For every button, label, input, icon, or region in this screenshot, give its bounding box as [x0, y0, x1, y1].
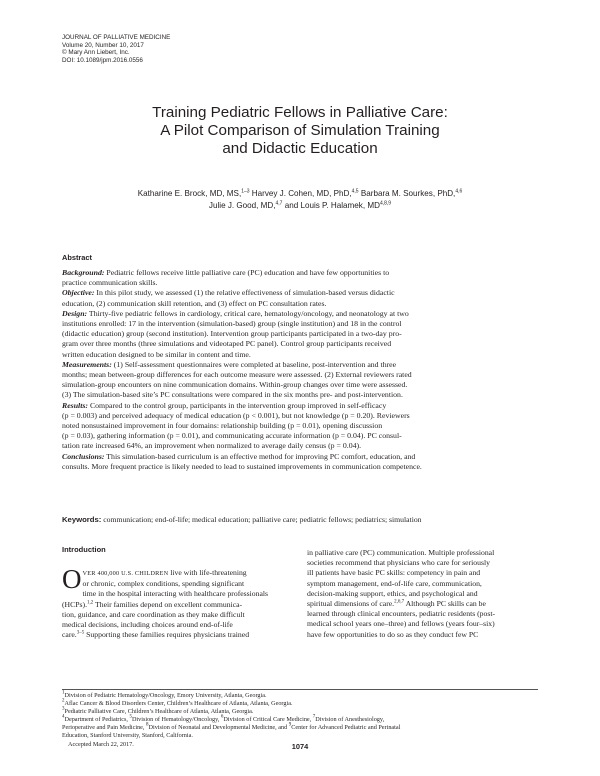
abstract-heading: Abstract: [62, 253, 92, 262]
affiliation-footnotes: [62, 692, 538, 749]
abstract-label: Background:: [62, 268, 105, 277]
author-line: [60, 200, 540, 212]
footnote: $^1$Division of Pediatric Hematology/Oncology, Emory University, Atlanta, Georgia.: [62, 690, 267, 699]
journal-volume: Volume 20, Number 10, 2017: [62, 41, 144, 49]
accepted-date: Accepted March 22, 2017.: [68, 740, 134, 748]
author-name: and Louis P. Halamek, MD: [282, 200, 380, 210]
footnote: Education, Stanford University, Stanford, California.: [62, 732, 193, 740]
copyright-line: © Mary Ann Liebert, Inc.: [62, 49, 130, 57]
author-name: Katharine E. Brock, MD, MS,: [137, 189, 242, 198]
citation: 3–5: [76, 630, 85, 636]
abstract-label: Objective:: [62, 288, 95, 298]
drop-cap: O: [62, 564, 82, 594]
article-title: [60, 104, 540, 157]
title-line: and Didactic Education: [222, 139, 378, 157]
abstract-label: Conclusions:: [62, 451, 105, 461]
title-line: Training Pediatric Fellows in Palliative Care:: [152, 104, 448, 121]
citation: 1,2: [87, 600, 94, 606]
introduction-left-column: O VER 400,000 U.S. CHILDREN live with life-threatening or chronic, complex conditions, spending significant time in the hospital interacting with healthcare professionals (HCPs).$^{1,2}$ Their families depend on excellent communica- tion, guidance, and care coordination as they make difficult medical decisions, including choices around end-of-life care.$^{3-5}$ Supporting these families requires physicians trained: [62, 564, 269, 640]
abstract-objective: Objective: In this pilot study, we assessed (1) the relative effectiveness of simulation-based versus didactic education, (2) communication skill retention, and (3) effect on PC consultation rates.: [62, 288, 395, 308]
abstract-design: Design: Thirty-five pediatric fellows in cardiology, critical care, hematology/oncology, and neonatology at two institutions enrolled: 17 in the intervention (simulation-based) group (single institution) and 18 in the control (didactic education) group (second institution). Intervention group participants participated in a two-day pro- gram over three months (three simulations and videotaped PC panel). Control group participants received written education designed to be similar in content and time.: [62, 308, 409, 359]
author-name: Barbara M. Sourkes, PhD,: [358, 189, 456, 198]
citation: 2,6,7: [394, 599, 405, 605]
author-affiliation: 4,6: [455, 188, 463, 195]
page-number: 1074: [291, 742, 309, 751]
abstract-label: Results:: [62, 400, 88, 410]
author-affiliation: 4,7: [275, 200, 283, 207]
author-line: [60, 188, 540, 200]
lead-small-caps: VER 400,000 U.S. CHILDREN: [82, 570, 169, 577]
abstract-background: Background: Pediatric fellows receive little palliative care (PC) education and have few opportunities to practice communication skills.: [62, 268, 390, 288]
abstract-results: Results: Compared to the control group, participants in the intervention group improved in self-efficacy (p = 0.003) and perceived adequacy of medical education (p < 0.001), but not knowledge (p = 0.20). Reviewers noted nonsustained improvement in four domains: relationship building (p = 0.01), opening discussion (p = 0.03), gathering information (p = 0.01), and communicating accurate information (p = 0.04). PC consul- tation rate increased 64%, an improvement when normalized to average daily census (p = 0.04).: [62, 400, 410, 451]
doi-line: DOI: 10.1089/jpm.2016.0556: [62, 56, 143, 64]
author-name: Julie J. Good, MD,: [208, 200, 276, 210]
keywords: [62, 515, 538, 525]
author-affiliation: 4,8,9: [379, 200, 392, 207]
introduction-heading: Introduction: [62, 545, 106, 554]
abstract-label: Measurements:: [62, 359, 112, 369]
abstract-label: Design:: [62, 308, 88, 318]
journal-header: [62, 34, 170, 64]
footnote: $^4$Department of Pediatrics, $^5$Division of Hematology/Oncology, $^6$Division of Critical Care Medicine, $^7$Division of Anesthesiology,: [62, 714, 385, 724]
title-line: A Pilot Comparison of Simulation Training: [160, 121, 440, 139]
introduction-right-column: in palliative care (PC) communication. Multiple professional societies recommend that physicians who care for seriously ill patients have basic PC skills: competency in pain and symptom management, end-of-life care, communication, decision-making support, ethics, and psychological and spiritual dimensions of care.$^{2,6,7}$ Although PC skills can be learned through clinical encounters, pediatric residents (post- medical school years one–three) and fellows (years four–six) have few opportunities to do so as they conduct few PC: [307, 548, 496, 639]
journal-name: JOURNAL OF PALLIATIVE MEDICINE: [62, 34, 171, 41]
author-affiliation: 1–3: [241, 188, 250, 195]
author-list: [60, 188, 540, 211]
author-name: Harvey J. Cohen, MD, PhD,: [249, 189, 352, 198]
keywords-text: communication; end-of-life; medical education; palliative care; pediatric fellows; pediatrics; simulation: [101, 515, 422, 524]
author-affiliation: 4,5: [351, 188, 359, 195]
abstract-body: [62, 268, 538, 472]
abstract-measurements: Measurements: (1) Self-assessment questionnaires were completed at baseline, post-intervention and three months; mean between-group differences for each outcome measure were assessed. (2) External reviewers rated simulation-group encounters on nine communication domains. Within-group changes over time were assessed. (3) The simulation-based site’s PC consultations were compared in the six months pre- and post-intervention.: [62, 359, 412, 400]
keywords-label: Keywords:: [62, 515, 102, 524]
footnote: $^2$Aflac Cancer & Blood Disorders Center, Children’s Healthcare of Atlanta, Atlanta, Georgia.: [62, 698, 293, 708]
footnote-divider: [62, 689, 538, 690]
footnote: $^3$Pediatric Palliative Care, Children’s Healthcare of Atlanta, Atlanta, Georgia.: [62, 706, 254, 716]
footnote: Perioperative and Pain Medicine, $^8$Division of Neonatal and Developmental Medicine, and $^9$Center for Advanced Pediatric and Perinatal: [62, 722, 401, 732]
abstract-conclusions: Conclusions: This simulation-based curriculum is an effective method for improving PC comfort, education, and consults. More frequent practice is likely needed to lead to sustained improvements in communication competence.: [62, 451, 422, 471]
